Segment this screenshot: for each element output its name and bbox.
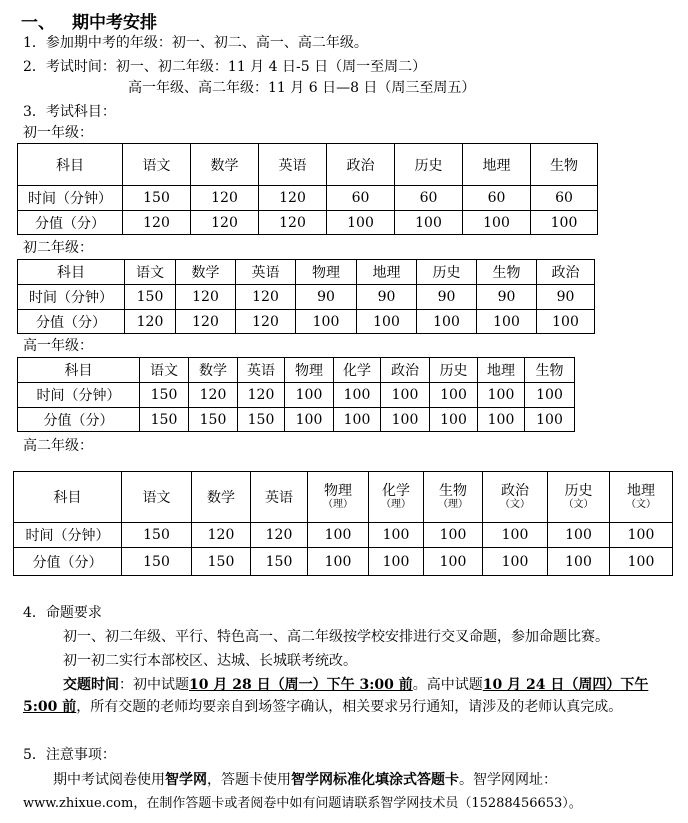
- table-cell: 100: [463, 211, 531, 235]
- subject-label: 历史: [564, 482, 593, 499]
- subject-label: 生物: [439, 482, 467, 499]
- notes-line1: [53, 771, 557, 789]
- header-cell: 生物: [531, 144, 598, 186]
- table-cell: 100: [327, 211, 395, 235]
- table-header-row: [18, 260, 595, 285]
- table-header-row: [14, 472, 673, 523]
- track-label: （文）: [626, 498, 656, 510]
- table-cell: 100: [424, 523, 483, 548]
- table-cell: 100: [430, 408, 478, 432]
- table-row: [18, 383, 575, 408]
- table-header-row: [18, 144, 598, 186]
- notes-text-1: 期中考试阅卷使用: [53, 772, 165, 788]
- grade11-title: 高二年级：: [23, 438, 93, 454]
- table-header-row: [18, 358, 575, 383]
- table-cell: 90: [296, 285, 357, 310]
- table-cell: 分值（分）: [18, 310, 125, 334]
- grade7-title: 初一年级：: [23, 125, 93, 141]
- table-cell: 100: [369, 548, 424, 576]
- table-row: [18, 408, 575, 432]
- table-cell: 90: [357, 285, 417, 310]
- header-cell: 地理: [463, 144, 531, 186]
- header-cell: [369, 472, 424, 523]
- table-cell: 100: [285, 408, 334, 432]
- header-cell: 语文: [125, 260, 176, 285]
- section-number: 一、: [21, 13, 55, 33]
- subject-label: 政治: [501, 482, 529, 499]
- table-cell: 100: [308, 548, 369, 576]
- header-cell: [548, 472, 610, 523]
- table-cell: 120: [123, 211, 191, 235]
- table-cell: 120: [259, 186, 327, 211]
- table-cell: 100: [537, 310, 595, 334]
- section-title: 期中考安排: [72, 13, 157, 33]
- deadline-rest: ，所有交题的老师均要亲自到场签字确认，相关要求另行通知，请涉及的老师认真完成。: [76, 699, 623, 715]
- grade11-table: [13, 471, 673, 576]
- table-cell: 时间（分钟）: [18, 383, 140, 408]
- table-cell: 150: [189, 408, 238, 432]
- header-cell: [308, 472, 369, 523]
- table-cell: 60: [327, 186, 395, 211]
- table-cell: 150: [192, 548, 251, 576]
- table-cell: 100: [308, 523, 369, 548]
- header-cell: [424, 472, 483, 523]
- table-row: [14, 548, 673, 576]
- track-label: （理）: [323, 498, 353, 510]
- header-cell: 数学: [189, 358, 238, 383]
- table-cell: 90: [537, 285, 595, 310]
- table-cell: 120: [191, 211, 259, 235]
- header-cell: 英语: [259, 144, 327, 186]
- header-cell: 物理: [296, 260, 357, 285]
- grade8-table: [17, 259, 595, 334]
- requirements-title: 4．命题要求: [23, 605, 102, 621]
- table-cell: 120: [236, 285, 296, 310]
- header-cell: 数学: [191, 144, 259, 186]
- header-cell: [483, 472, 548, 523]
- submission-deadline: [23, 674, 673, 718]
- deadline-mid: 。高中试题: [412, 677, 483, 693]
- table-cell: 100: [357, 310, 417, 334]
- notes-line2: www.zhixue.com，在制作答题卡或者阅卷中如有问题请联系智学网技术员（15288456653）。: [23, 796, 582, 811]
- table-cell: 100: [430, 383, 478, 408]
- header-cell: 政治: [327, 144, 395, 186]
- table-cell: 120: [192, 523, 251, 548]
- subject-label: 物理: [324, 482, 352, 499]
- table-cell: 120: [251, 523, 308, 548]
- item-exam-time-senior: 高一年级、高二年级：11 月 6 日—8 日（周三至周五）: [128, 80, 476, 96]
- table-cell: 100: [478, 408, 525, 432]
- table-cell: 100: [483, 548, 548, 576]
- table-cell: 100: [548, 523, 610, 548]
- grade8-title: 初二年级：: [23, 240, 93, 256]
- item-exam-time-junior: 2．考试时间：初一、初二年级：11 月 4 日-5 日（周一至周二）: [23, 59, 427, 75]
- table-cell: 120: [191, 186, 259, 211]
- header-cell: 政治: [537, 260, 595, 285]
- table-cell: 60: [463, 186, 531, 211]
- track-label: （文）: [500, 498, 530, 510]
- header-cell: 数学: [192, 472, 251, 523]
- table-cell: 100: [548, 548, 610, 576]
- table-cell: 分值（分）: [18, 211, 123, 235]
- table-row: [18, 285, 595, 310]
- table-cell: 60: [531, 186, 598, 211]
- table-cell: 150: [251, 548, 308, 576]
- table-cell: 120: [176, 285, 236, 310]
- table-cell: 分值（分）: [14, 548, 122, 576]
- answer-card-name: 智学网标准化填涂式答题卡: [291, 772, 459, 788]
- track-label: （理）: [438, 498, 468, 510]
- notes-text-3: 。智学网网址：: [459, 772, 557, 788]
- table-row: [18, 310, 595, 334]
- requirements-p2: 初一初二实行本部校区、达城、长城联考统改。: [63, 653, 357, 669]
- header-cell: [610, 472, 673, 523]
- header-cell: 地理: [357, 260, 417, 285]
- header-cell: 生物: [525, 358, 575, 383]
- table-row: [18, 186, 598, 211]
- header-cell: 科目: [14, 472, 122, 523]
- table-cell: 100: [525, 408, 575, 432]
- deadline-label: 交题时间: [63, 677, 119, 693]
- subject-label: 地理: [627, 482, 655, 499]
- header-cell: 科目: [18, 144, 123, 186]
- senior-deadline-time: 下午 5:00 前: [23, 677, 649, 715]
- header-cell: 科目: [18, 260, 125, 285]
- notes-title: 5．注意事项：: [23, 747, 116, 763]
- table-cell: 100: [334, 408, 381, 432]
- table-cell: 100: [531, 211, 598, 235]
- item-subjects: 3．考试科目：: [23, 104, 116, 120]
- table-cell: 90: [417, 285, 477, 310]
- header-cell: 历史: [417, 260, 477, 285]
- table-cell: 时间（分钟）: [18, 285, 125, 310]
- table-cell: 100: [285, 383, 334, 408]
- header-cell: 生物: [477, 260, 537, 285]
- header-cell: 地理: [478, 358, 525, 383]
- table-cell: 150: [140, 383, 189, 408]
- table-cell: 150: [238, 408, 285, 432]
- header-cell: 政治: [381, 358, 430, 383]
- header-cell: 英语: [238, 358, 285, 383]
- table-cell: 100: [381, 383, 430, 408]
- grade10-table: [17, 357, 575, 432]
- table-cell: 100: [424, 548, 483, 576]
- table-cell: 120: [259, 211, 327, 235]
- table-cell: 150: [125, 285, 176, 310]
- table-cell: 120: [125, 310, 176, 334]
- table-cell: 120: [236, 310, 296, 334]
- table-cell: 100: [334, 383, 381, 408]
- table-cell: 100: [395, 211, 463, 235]
- table-cell: 90: [477, 285, 537, 310]
- header-cell: 语文: [122, 472, 192, 523]
- table-cell: 100: [478, 383, 525, 408]
- table-cell: 时间（分钟）: [18, 186, 123, 211]
- table-cell: 120: [189, 383, 238, 408]
- table-cell: 100: [525, 383, 575, 408]
- table-cell: 120: [176, 310, 236, 334]
- table-cell: 分值（分）: [18, 408, 140, 432]
- junior-deadline: 10 月 28 日（周一）下午 3:00 前: [189, 677, 413, 693]
- table-cell: 60: [395, 186, 463, 211]
- header-cell: 语文: [140, 358, 189, 383]
- zhixue-name: 智学网: [165, 772, 207, 788]
- header-cell: 英语: [251, 472, 308, 523]
- deadline-colon: ：初中试题: [119, 677, 189, 693]
- header-cell: 英语: [236, 260, 296, 285]
- table-cell: 时间（分钟）: [14, 523, 122, 548]
- requirements-p1: 初一、初二年级、平行、特色高一、高二年级按学校安排进行交叉命题，参加命题比赛。: [63, 629, 609, 645]
- senior-deadline-date: 10 月 24 日（周四）: [482, 677, 621, 693]
- header-cell: 历史: [430, 358, 478, 383]
- grade10-title: 高一年级：: [23, 338, 93, 354]
- table-cell: 100: [417, 310, 477, 334]
- notes-text-2: ，答题卡使用: [207, 772, 291, 788]
- table-cell: 100: [610, 523, 673, 548]
- header-cell: 历史: [395, 144, 463, 186]
- table-row: [14, 523, 673, 548]
- track-label: （理）: [381, 498, 411, 510]
- table-cell: 100: [381, 408, 430, 432]
- subject-label: 化学: [382, 482, 410, 499]
- grade7-table: [17, 143, 598, 235]
- table-cell: 150: [122, 523, 192, 548]
- table-cell: 150: [140, 408, 189, 432]
- table-cell: 100: [610, 548, 673, 576]
- table-cell: 100: [477, 310, 537, 334]
- header-cell: 语文: [123, 144, 191, 186]
- table-row: [18, 211, 598, 235]
- header-cell: 科目: [18, 358, 140, 383]
- track-label: （文）: [563, 498, 594, 510]
- table-cell: 100: [369, 523, 424, 548]
- header-cell: 数学: [176, 260, 236, 285]
- table-cell: 100: [296, 310, 357, 334]
- header-cell: 物理: [285, 358, 334, 383]
- header-cell: 化学: [334, 358, 381, 383]
- item-grades: 1．参加期中考的年级：初一、初二、高一、高二年级。: [23, 35, 368, 51]
- table-cell: 120: [238, 383, 285, 408]
- table-cell: 100: [483, 523, 548, 548]
- table-cell: 150: [123, 186, 191, 211]
- table-cell: 150: [122, 548, 192, 576]
